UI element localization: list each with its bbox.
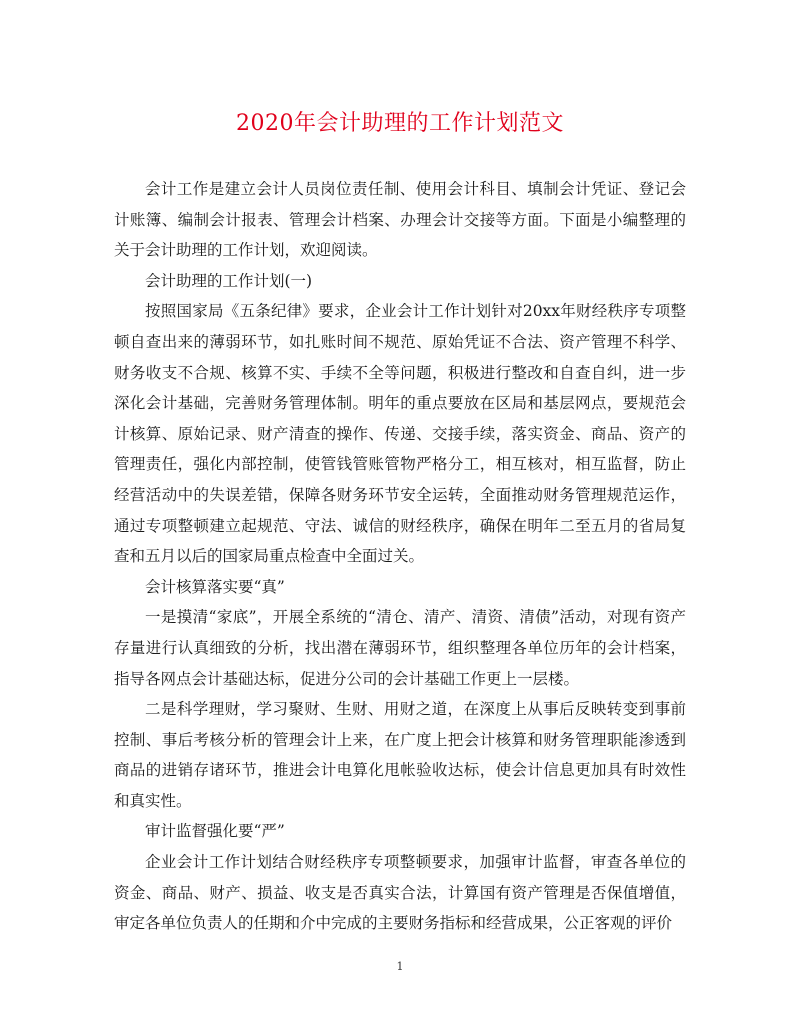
section-heading-accounting-truth: 会计核算落实要“真” [145, 577, 285, 596]
plan-one-paragraph: 按照国家局《五条纪律》要求，企业会计工作计划针对20xx年财经秩序专项整顿自查出来的薄弱环节，如扎账时间不规范、原始凭证不合法、资产管理不科学、财务收支不合规、核算不实、手续不全等问题，积极进行整改和自查自纠，进一步深化会计基础，完善财务管理体制。明年的重点要放在区局和基层网点，要规范会计核算、原始记录、财产清查的操作、传递、交接手续，落实资金、商品、资产的管理责任，强化内部控制，使管钱管账管物严格分工，相互核对，相互监督，防止经营活动中的失误差错，保障各财务环节安全运转，全面推动财务管理规范运作，通过专项整顿建立起规范、守法、诚信的财经秩序，确保在明年二至五月的省局复查和五月以后的国家局重点检查中全面过关。 [114, 302, 686, 566]
intro-paragraph: 会计工作是建立会计人员岗位责任制、使用会计科目、填制会计凭证、登记会计账簿、编制会计报表、管理会计档案、办理会计交接等方面。下面是小编整理的关于会计助理的工作计划，欢迎阅读。 [114, 180, 686, 260]
audit-paragraph: 企业会计工作计划结合财经秩序专项整顿要求，加强审计监督，审查各单位的资金、商品、财产、损益、收支是否真实合法，计算国有资产管理是否保值增值，审定各单位负责人的任期和介中完成的主要财务指标和经营成果，公正客观的评价 [114, 853, 686, 933]
document-title: 2020年会计助理的工作计划范文 [236, 111, 564, 136]
section-heading-plan-one: 会计助理的工作计划(一) [145, 271, 313, 290]
accounting-point-one-paragraph: 一是摸清“家底”，开展全系统的“清仓、清产、清资、清债”活动，对现有资产存量进行认真细致的分析，找出潜在薄弱环节，组织整理各单位历年的会计档案，指导各网点会计基础达标，促进分公司的会计基础工作更上一层楼。 [114, 608, 686, 688]
page-number: 1 [396, 960, 404, 973]
document-body [114, 174, 686, 939]
section-heading-audit-strict: 审计监督强化要“严” [145, 822, 285, 841]
accounting-point-two-paragraph: 二是科学理财，学习聚财、生财、用财之道，在深度上从事后反映转变到事前控制、事后考核分析的管理会计上来，在广度上把会计核算和财务管理职能渗透到商品的进销存诸环节，推进会计电算化甩帐验收达标，使会计信息更加具有时效性和真实性。 [114, 700, 686, 810]
